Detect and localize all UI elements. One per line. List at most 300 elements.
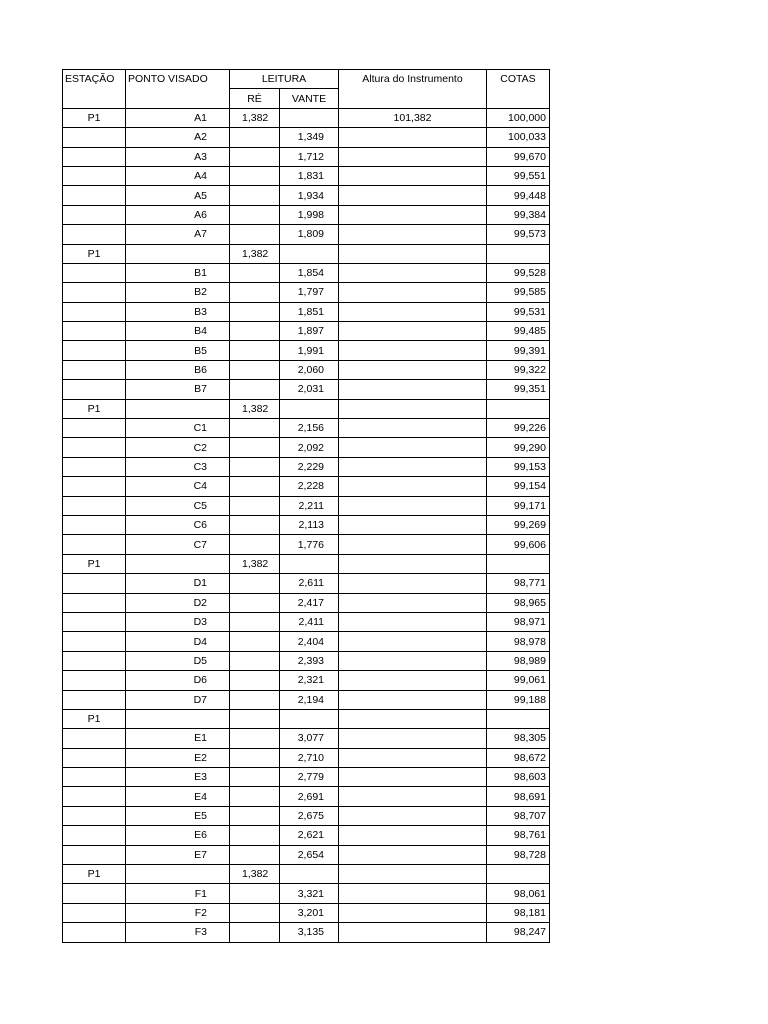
cell-altura-instrumento bbox=[339, 263, 487, 282]
table-row bbox=[63, 322, 550, 341]
cell-altura-instrumento bbox=[339, 845, 487, 864]
cell-altura-instrumento bbox=[339, 515, 487, 534]
table-body bbox=[63, 108, 550, 942]
cell-ponto-visado: D4 bbox=[126, 632, 230, 651]
cell-estacao: P1 bbox=[63, 244, 126, 263]
cell-vante bbox=[280, 554, 339, 573]
cell-estacao bbox=[63, 632, 126, 651]
cell-re bbox=[230, 748, 280, 767]
cell-altura-instrumento bbox=[339, 709, 487, 728]
cell-re: 1,382 bbox=[230, 108, 280, 127]
cell-ponto-visado: C1 bbox=[126, 419, 230, 438]
cell-cota: 98,761 bbox=[487, 826, 550, 845]
cell-vante: 1,854 bbox=[280, 263, 339, 282]
cell-vante: 2,411 bbox=[280, 612, 339, 631]
cell-vante: 2,156 bbox=[280, 419, 339, 438]
cell-estacao bbox=[63, 147, 126, 166]
cell-altura-instrumento bbox=[339, 748, 487, 767]
table-row bbox=[63, 593, 550, 612]
cell-estacao: P1 bbox=[63, 399, 126, 418]
cell-altura-instrumento bbox=[339, 205, 487, 224]
cell-vante: 3,135 bbox=[280, 923, 339, 942]
cell-cota: 98,691 bbox=[487, 787, 550, 806]
cell-altura-instrumento bbox=[339, 923, 487, 942]
cell-altura-instrumento bbox=[339, 496, 487, 515]
cell-altura-instrumento bbox=[339, 826, 487, 845]
cell-re bbox=[230, 477, 280, 496]
cell-vante: 1,991 bbox=[280, 341, 339, 360]
cell-estacao bbox=[63, 186, 126, 205]
cell-altura-instrumento bbox=[339, 438, 487, 457]
cell-cota: 99,061 bbox=[487, 671, 550, 690]
header-ponto-visado: PONTO VISADO bbox=[126, 70, 230, 109]
cell-altura-instrumento bbox=[339, 302, 487, 321]
cell-cota: 99,269 bbox=[487, 515, 550, 534]
cell-estacao bbox=[63, 671, 126, 690]
cell-re bbox=[230, 457, 280, 476]
cell-ponto-visado: A4 bbox=[126, 166, 230, 185]
table-row bbox=[63, 263, 550, 282]
cell-re bbox=[230, 671, 280, 690]
cell-ponto-visado: A1 bbox=[126, 108, 230, 127]
cell-cota bbox=[487, 865, 550, 884]
cell-ponto-visado: C4 bbox=[126, 477, 230, 496]
cell-cota: 98,181 bbox=[487, 903, 550, 922]
cell-re bbox=[230, 438, 280, 457]
cell-altura-instrumento bbox=[339, 768, 487, 787]
cell-vante: 2,611 bbox=[280, 574, 339, 593]
cell-vante: 1,831 bbox=[280, 166, 339, 185]
cell-cota: 99,528 bbox=[487, 263, 550, 282]
cell-ponto-visado: C5 bbox=[126, 496, 230, 515]
cell-vante: 2,060 bbox=[280, 360, 339, 379]
table-row bbox=[63, 535, 550, 554]
cell-vante: 1,851 bbox=[280, 302, 339, 321]
cell-cota: 99,384 bbox=[487, 205, 550, 224]
cell-ponto-visado: E4 bbox=[126, 787, 230, 806]
cell-altura-instrumento bbox=[339, 283, 487, 302]
cell-altura-instrumento bbox=[339, 147, 487, 166]
cell-re bbox=[230, 380, 280, 399]
cell-ponto-visado: D7 bbox=[126, 690, 230, 709]
cell-estacao bbox=[63, 535, 126, 554]
cell-altura-instrumento bbox=[339, 651, 487, 670]
cell-altura-instrumento bbox=[339, 244, 487, 263]
cell-altura-instrumento bbox=[339, 128, 487, 147]
cell-vante: 3,201 bbox=[280, 903, 339, 922]
cell-vante: 1,809 bbox=[280, 225, 339, 244]
table-row bbox=[63, 225, 550, 244]
cell-re bbox=[230, 632, 280, 651]
table-row bbox=[63, 787, 550, 806]
cell-altura-instrumento bbox=[339, 341, 487, 360]
cell-vante bbox=[280, 244, 339, 263]
cell-vante bbox=[280, 399, 339, 418]
cell-cota: 100,033 bbox=[487, 128, 550, 147]
cell-vante: 1,712 bbox=[280, 147, 339, 166]
table-row bbox=[63, 923, 550, 942]
cell-vante: 3,077 bbox=[280, 729, 339, 748]
cell-cota: 98,305 bbox=[487, 729, 550, 748]
cell-re bbox=[230, 787, 280, 806]
cell-estacao bbox=[63, 477, 126, 496]
cell-cota: 99,290 bbox=[487, 438, 550, 457]
cell-ponto-visado: A7 bbox=[126, 225, 230, 244]
table-row bbox=[63, 128, 550, 147]
cell-cota: 99,322 bbox=[487, 360, 550, 379]
cell-cota bbox=[487, 554, 550, 573]
cell-ponto-visado bbox=[126, 399, 230, 418]
cell-vante: 2,113 bbox=[280, 515, 339, 534]
cell-re bbox=[230, 535, 280, 554]
cell-cota: 99,573 bbox=[487, 225, 550, 244]
cell-cota: 98,707 bbox=[487, 806, 550, 825]
cell-ponto-visado: B4 bbox=[126, 322, 230, 341]
cell-estacao: P1 bbox=[63, 108, 126, 127]
header-re: RÉ bbox=[230, 89, 280, 108]
cell-vante: 1,797 bbox=[280, 283, 339, 302]
table-row bbox=[63, 729, 550, 748]
cell-vante: 2,321 bbox=[280, 671, 339, 690]
table-row bbox=[63, 438, 550, 457]
table-row bbox=[63, 244, 550, 263]
cell-re bbox=[230, 205, 280, 224]
cell-altura-instrumento bbox=[339, 729, 487, 748]
cell-estacao bbox=[63, 729, 126, 748]
cell-ponto-visado bbox=[126, 865, 230, 884]
cell-ponto-visado: E5 bbox=[126, 806, 230, 825]
table-row bbox=[63, 108, 550, 127]
header-estacao: ESTAÇÃO bbox=[63, 70, 126, 109]
table-row bbox=[63, 826, 550, 845]
cell-cota: 99,351 bbox=[487, 380, 550, 399]
cell-cota: 98,771 bbox=[487, 574, 550, 593]
table-row bbox=[63, 147, 550, 166]
leveling-table bbox=[62, 69, 550, 943]
cell-cota: 100,000 bbox=[487, 108, 550, 127]
cell-estacao bbox=[63, 205, 126, 224]
cell-estacao bbox=[63, 612, 126, 631]
cell-altura-instrumento bbox=[339, 806, 487, 825]
cell-vante: 2,417 bbox=[280, 593, 339, 612]
cell-cota bbox=[487, 399, 550, 418]
cell-altura-instrumento bbox=[339, 360, 487, 379]
cell-re bbox=[230, 593, 280, 612]
cell-vante: 2,194 bbox=[280, 690, 339, 709]
cell-ponto-visado: A3 bbox=[126, 147, 230, 166]
cell-cota: 98,989 bbox=[487, 651, 550, 670]
cell-re bbox=[230, 263, 280, 282]
table-row bbox=[63, 205, 550, 224]
table-row bbox=[63, 515, 550, 534]
cell-altura-instrumento bbox=[339, 186, 487, 205]
cell-altura-instrumento bbox=[339, 787, 487, 806]
cell-altura-instrumento bbox=[339, 399, 487, 418]
cell-re bbox=[230, 845, 280, 864]
cell-cota: 99,154 bbox=[487, 477, 550, 496]
cell-estacao bbox=[63, 593, 126, 612]
cell-ponto-visado: E1 bbox=[126, 729, 230, 748]
cell-altura-instrumento bbox=[339, 690, 487, 709]
cell-ponto-visado: A6 bbox=[126, 205, 230, 224]
cell-ponto-visado: B2 bbox=[126, 283, 230, 302]
cell-estacao bbox=[63, 768, 126, 787]
cell-cota: 98,672 bbox=[487, 748, 550, 767]
table-row bbox=[63, 302, 550, 321]
cell-ponto-visado: F2 bbox=[126, 903, 230, 922]
table-row bbox=[63, 554, 550, 573]
cell-estacao bbox=[63, 419, 126, 438]
cell-estacao bbox=[63, 903, 126, 922]
cell-estacao bbox=[63, 826, 126, 845]
cell-re bbox=[230, 225, 280, 244]
cell-ponto-visado: C6 bbox=[126, 515, 230, 534]
cell-altura-instrumento bbox=[339, 884, 487, 903]
cell-estacao bbox=[63, 884, 126, 903]
table-row bbox=[63, 690, 550, 709]
table-row bbox=[63, 166, 550, 185]
cell-cota: 99,171 bbox=[487, 496, 550, 515]
cell-vante: 2,621 bbox=[280, 826, 339, 845]
cell-estacao bbox=[63, 380, 126, 399]
table-row bbox=[63, 360, 550, 379]
cell-re bbox=[230, 496, 280, 515]
cell-cota: 98,728 bbox=[487, 845, 550, 864]
cell-cota: 99,226 bbox=[487, 419, 550, 438]
cell-altura-instrumento bbox=[339, 457, 487, 476]
cell-estacao bbox=[63, 748, 126, 767]
cell-altura-instrumento bbox=[339, 535, 487, 554]
cell-estacao bbox=[63, 166, 126, 185]
cell-re bbox=[230, 128, 280, 147]
cell-altura-instrumento bbox=[339, 477, 487, 496]
cell-re bbox=[230, 884, 280, 903]
cell-ponto-visado: B5 bbox=[126, 341, 230, 360]
cell-vante bbox=[280, 108, 339, 127]
table-row bbox=[63, 884, 550, 903]
header-vante: VANTE bbox=[280, 89, 339, 108]
cell-cota: 99,670 bbox=[487, 147, 550, 166]
cell-estacao bbox=[63, 438, 126, 457]
cell-altura-instrumento bbox=[339, 574, 487, 593]
cell-vante: 1,776 bbox=[280, 535, 339, 554]
cell-altura-instrumento bbox=[339, 166, 487, 185]
cell-cota bbox=[487, 244, 550, 263]
cell-re: 1,382 bbox=[230, 554, 280, 573]
table-row bbox=[63, 477, 550, 496]
cell-cota: 99,188 bbox=[487, 690, 550, 709]
cell-altura-instrumento bbox=[339, 225, 487, 244]
cell-ponto-visado: E7 bbox=[126, 845, 230, 864]
cell-estacao bbox=[63, 322, 126, 341]
cell-re bbox=[230, 923, 280, 942]
table-row bbox=[63, 651, 550, 670]
cell-vante: 2,228 bbox=[280, 477, 339, 496]
table-row bbox=[63, 419, 550, 438]
table-row bbox=[63, 574, 550, 593]
cell-estacao bbox=[63, 302, 126, 321]
table-row bbox=[63, 671, 550, 690]
header-row bbox=[63, 70, 550, 89]
cell-altura-instrumento bbox=[339, 593, 487, 612]
cell-re bbox=[230, 574, 280, 593]
cell-altura-instrumento bbox=[339, 671, 487, 690]
cell-ponto-visado: E6 bbox=[126, 826, 230, 845]
table-row bbox=[63, 612, 550, 631]
cell-ponto-visado: F1 bbox=[126, 884, 230, 903]
cell-cota: 99,551 bbox=[487, 166, 550, 185]
table-row bbox=[63, 845, 550, 864]
cell-vante: 1,349 bbox=[280, 128, 339, 147]
cell-altura-instrumento bbox=[339, 865, 487, 884]
cell-vante: 2,404 bbox=[280, 632, 339, 651]
cell-estacao bbox=[63, 515, 126, 534]
cell-vante bbox=[280, 709, 339, 728]
cell-altura-instrumento: 101,382 bbox=[339, 108, 487, 127]
cell-ponto-visado: E2 bbox=[126, 748, 230, 767]
cell-cota: 98,971 bbox=[487, 612, 550, 631]
cell-re bbox=[230, 147, 280, 166]
cell-re bbox=[230, 903, 280, 922]
table-row bbox=[63, 457, 550, 476]
table-row bbox=[63, 399, 550, 418]
cell-altura-instrumento bbox=[339, 419, 487, 438]
table-row bbox=[63, 186, 550, 205]
cell-cota: 99,585 bbox=[487, 283, 550, 302]
cell-re bbox=[230, 166, 280, 185]
cell-ponto-visado: F3 bbox=[126, 923, 230, 942]
cell-re bbox=[230, 419, 280, 438]
table-row bbox=[63, 903, 550, 922]
cell-altura-instrumento bbox=[339, 554, 487, 573]
table-row bbox=[63, 632, 550, 651]
cell-ponto-visado: A5 bbox=[126, 186, 230, 205]
cell-vante: 1,934 bbox=[280, 186, 339, 205]
cell-cota: 98,965 bbox=[487, 593, 550, 612]
cell-altura-instrumento bbox=[339, 903, 487, 922]
cell-vante: 1,998 bbox=[280, 205, 339, 224]
cell-cota: 98,247 bbox=[487, 923, 550, 942]
cell-estacao bbox=[63, 690, 126, 709]
cell-vante: 2,675 bbox=[280, 806, 339, 825]
cell-ponto-visado: D2 bbox=[126, 593, 230, 612]
cell-vante: 2,229 bbox=[280, 457, 339, 476]
cell-ponto-visado bbox=[126, 554, 230, 573]
cell-re bbox=[230, 186, 280, 205]
cell-re: 1,382 bbox=[230, 399, 280, 418]
cell-re bbox=[230, 360, 280, 379]
cell-ponto-visado: C2 bbox=[126, 438, 230, 457]
table-row bbox=[63, 806, 550, 825]
table-row bbox=[63, 380, 550, 399]
cell-cota: 99,448 bbox=[487, 186, 550, 205]
cell-re bbox=[230, 729, 280, 748]
cell-estacao bbox=[63, 787, 126, 806]
table-row bbox=[63, 768, 550, 787]
cell-estacao bbox=[63, 283, 126, 302]
cell-re bbox=[230, 283, 280, 302]
cell-altura-instrumento bbox=[339, 380, 487, 399]
cell-cota: 98,603 bbox=[487, 768, 550, 787]
cell-estacao bbox=[63, 806, 126, 825]
cell-re: 1,382 bbox=[230, 865, 280, 884]
cell-vante: 2,092 bbox=[280, 438, 339, 457]
cell-ponto-visado: D5 bbox=[126, 651, 230, 670]
cell-re bbox=[230, 826, 280, 845]
cell-re bbox=[230, 768, 280, 787]
cell-altura-instrumento bbox=[339, 632, 487, 651]
cell-vante: 2,654 bbox=[280, 845, 339, 864]
cell-re bbox=[230, 690, 280, 709]
table-row bbox=[63, 709, 550, 728]
cell-estacao bbox=[63, 128, 126, 147]
cell-ponto-visado: B3 bbox=[126, 302, 230, 321]
cell-estacao: P1 bbox=[63, 865, 126, 884]
cell-cota: 99,606 bbox=[487, 535, 550, 554]
cell-re bbox=[230, 302, 280, 321]
cell-estacao bbox=[63, 457, 126, 476]
cell-vante: 2,393 bbox=[280, 651, 339, 670]
cell-cota: 98,978 bbox=[487, 632, 550, 651]
cell-altura-instrumento bbox=[339, 322, 487, 341]
cell-ponto-visado: A2 bbox=[126, 128, 230, 147]
cell-estacao: P1 bbox=[63, 709, 126, 728]
cell-vante: 2,031 bbox=[280, 380, 339, 399]
cell-estacao: P1 bbox=[63, 554, 126, 573]
cell-re bbox=[230, 515, 280, 534]
cell-ponto-visado: D6 bbox=[126, 671, 230, 690]
header-altura-instrumento: Altura do Instrumento bbox=[339, 70, 487, 109]
cell-estacao bbox=[63, 923, 126, 942]
cell-cota: 98,061 bbox=[487, 884, 550, 903]
cell-vante: 3,321 bbox=[280, 884, 339, 903]
cell-cota: 99,485 bbox=[487, 322, 550, 341]
cell-altura-instrumento bbox=[339, 612, 487, 631]
cell-ponto-visado: C3 bbox=[126, 457, 230, 476]
cell-re bbox=[230, 709, 280, 728]
cell-estacao bbox=[63, 651, 126, 670]
cell-estacao bbox=[63, 845, 126, 864]
cell-estacao bbox=[63, 574, 126, 593]
table-row bbox=[63, 496, 550, 515]
header-leitura: LEITURA bbox=[230, 70, 339, 89]
cell-re: 1,382 bbox=[230, 244, 280, 263]
cell-ponto-visado bbox=[126, 709, 230, 728]
cell-re bbox=[230, 806, 280, 825]
cell-estacao bbox=[63, 496, 126, 515]
header-cotas: COTAS bbox=[487, 70, 550, 109]
cell-ponto-visado: B1 bbox=[126, 263, 230, 282]
cell-vante: 2,691 bbox=[280, 787, 339, 806]
table-row bbox=[63, 283, 550, 302]
cell-vante bbox=[280, 865, 339, 884]
cell-ponto-visado: D1 bbox=[126, 574, 230, 593]
cell-vante: 2,710 bbox=[280, 748, 339, 767]
cell-vante: 1,897 bbox=[280, 322, 339, 341]
cell-ponto-visado bbox=[126, 244, 230, 263]
cell-cota: 99,531 bbox=[487, 302, 550, 321]
cell-estacao bbox=[63, 360, 126, 379]
cell-cota bbox=[487, 709, 550, 728]
cell-ponto-visado: C7 bbox=[126, 535, 230, 554]
cell-ponto-visado: B6 bbox=[126, 360, 230, 379]
table-row bbox=[63, 865, 550, 884]
cell-ponto-visado: B7 bbox=[126, 380, 230, 399]
cell-cota: 99,391 bbox=[487, 341, 550, 360]
cell-re bbox=[230, 341, 280, 360]
cell-ponto-visado: E3 bbox=[126, 768, 230, 787]
cell-vante: 2,779 bbox=[280, 768, 339, 787]
